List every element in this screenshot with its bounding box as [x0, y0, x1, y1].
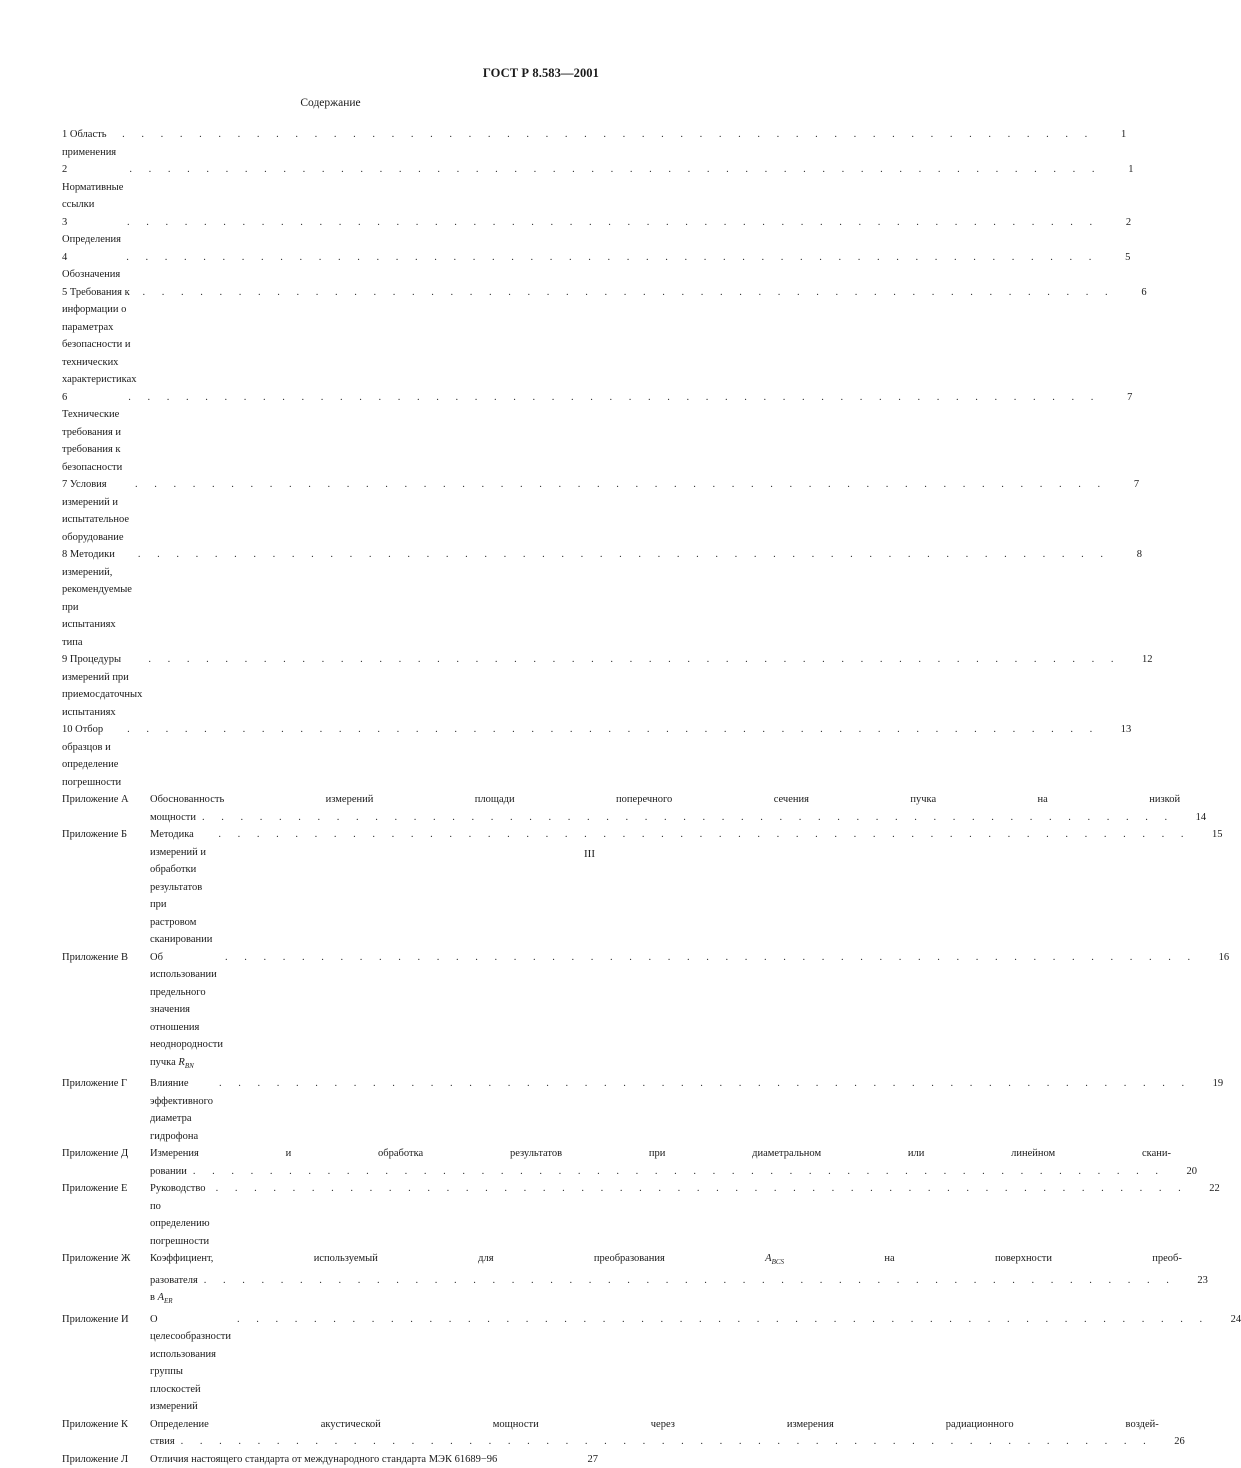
appendix-title: Влияние эффективного диаметра гидрофона [150, 1078, 213, 1142]
appendix-entry[interactable] [62, 791, 1207, 826]
leader-dots: . . . . . . . . . . . . . . . . . . . . . . . . . . . . . . . . . . . . . . . . . . . . . . . . . . . [129, 164, 1102, 175]
toc-entry-text: 7 Условия измерений и испытательное оборудование [62, 479, 129, 543]
appendix-label: Приложение Д [62, 1148, 129, 1160]
leader-dots: . . . . . . . . . . . . . . . . . . . . . . . . . . . . . . . . . . . . . . . . . . . . . . . . . . . [203, 1274, 1176, 1286]
symbol-a: A [765, 1253, 772, 1265]
toc-entry-text: 6 Технические требования и требования к безопасности [62, 391, 123, 473]
toc-page-number: 26 [1174, 1436, 1185, 1448]
symbol-subscript: ER [164, 1297, 173, 1306]
toc-entry-text: 4 Обозначения [62, 251, 121, 280]
toc-entry[interactable] [62, 389, 1133, 477]
toc-entry-text: 5 Требования к информации о параметрах безопасности и технических характеристиках [62, 286, 137, 385]
symbol-subscript: BN [184, 1061, 194, 1070]
appendix-label: Приложение Г [62, 1078, 128, 1090]
leader-dots: . . . . . . . . . . . . . . . . . . . . . . . . . . . . . . . . . . . . . . . . . . . . . . . . . . . [237, 1313, 1210, 1325]
toc-entry[interactable] [62, 546, 1143, 651]
leader-dots: . . . . . . . . . . . . . . . . . . . . . . . . . . . . . . . . . . . . . . . . . . . . . . . . . . . [127, 724, 1100, 735]
table-of-contents [62, 126, 1241, 1468]
toc-page-number: 1 [1128, 164, 1134, 175]
appendix-title: О целесообразности использования группы плоскостей измерений [150, 1313, 232, 1413]
appendix-entry[interactable] [62, 1311, 1241, 1416]
appendix-label: Приложение Б [62, 829, 128, 840]
toc-page-number: 16 [1218, 951, 1230, 963]
appendix-label: Приложение И [62, 1313, 129, 1325]
toc-page-number: 19 [1212, 1078, 1224, 1090]
leader-dots: . . . . . . . . . . . . . . . . . . . . . . . . . . . . . . . . . . . . . . . . . . . . . . . . . . . [142, 286, 1115, 298]
toc-page-number: 14 [1195, 811, 1207, 823]
toc-entry-text: 10 Отбор образцов и определение погрешности [62, 724, 122, 788]
appendix-entry[interactable] [62, 826, 1223, 949]
appendix-title: Определение акустической мощности через измерения радиационного воздей- [150, 1418, 1159, 1430]
appendix-label: Приложение Е [62, 1183, 128, 1195]
appendix-title: Отличия настоящего стандарта от международного стандарта МЭК 61689−96 [150, 1453, 498, 1465]
appendix-entry[interactable] [62, 1250, 1208, 1311]
toc-entry[interactable] [62, 721, 1132, 791]
appendix-title-cont: разователя в $A_{ER}$ [150, 1274, 198, 1306]
symbol-subscript: BCS [771, 1258, 785, 1267]
appendix-title: Обоснованность измерений площади поперечного сечения пучка на низкой [150, 794, 1181, 805]
leader-dots: . . . . . . . . . . . . . . . . . . . . . . . . . . . . . . . . . . . . . . . . . . . . . . . . . . . [192, 1165, 1165, 1177]
appendix-label: Приложение Ж [62, 1253, 131, 1265]
toc-page-number: 2 [1125, 216, 1132, 228]
toc-entry[interactable] [62, 476, 1140, 546]
toc-page-number: 15 [1211, 829, 1223, 840]
toc-page-number: 8 [1136, 549, 1143, 560]
symbol-r: R [178, 1056, 185, 1068]
appendix-entry[interactable] [62, 949, 1230, 1076]
toc-entry[interactable] [62, 161, 1134, 214]
appendix-entry[interactable] [62, 1416, 1185, 1451]
leader-dots: . . . . . . . . . . . . . . . . . . . . . . . . . . . . . . . . . . . . . . . . . . . . . . . . . . . [126, 251, 1099, 263]
appendix-entry[interactable] [62, 1451, 598, 1468]
leader-dots: . . . . . . . . . . . . . . . . . . . . . . . . . . . . . . . . . . . . . . . . . . . . . . . . . . . [137, 549, 1111, 560]
symbol-a: A [157, 1292, 165, 1304]
toc-entry[interactable] [62, 249, 1131, 284]
appendix-title-cont: мощности [150, 811, 196, 823]
toc-page-number: 7 [1127, 391, 1133, 403]
toc-entry[interactable] [62, 284, 1147, 389]
leader-dots: . . . . . . . . . . . . . . . . . . . . . . . . . . . . . . . . . . . . . . . . . . . . . . . . . . . [218, 1078, 1192, 1090]
document-code: ГОСТ Р 8.583—2001 [482, 66, 599, 80]
leader-dots: . . . . . . . . . . . . . . . . . . . . . . . . . . . . . . . . . . . . . . . . . . . . . . . . . . . [215, 1183, 1188, 1195]
appendix-label: Приложение А [62, 794, 129, 805]
appendix-title: Коэффициент, используемый для преобразования $A_{BCS}$ на поверхности преоб- [150, 1253, 1182, 1267]
toc-page-number: 1 [1121, 129, 1127, 140]
toc-entry-text: 9 Процедуры измерений при приемосдаточных испытаниях [62, 654, 143, 718]
appendix-entry[interactable] [62, 1145, 1197, 1180]
toc-entry[interactable] [62, 214, 1132, 249]
leader-dots: . . . . . . . . . . . . . . . . . . . . . . . . . . . . . . . . . . . . . . . . . . . . . . . . . . . [218, 829, 1191, 840]
toc-entry-text: 2 Нормативные ссылки [62, 164, 124, 210]
leader-dots: . . . . . . . . . . . . . . . . . . . . . . . . . . . . . . . . . . . . . . . . . . . . . . . . . . . [122, 129, 1095, 140]
leader-dots: . . . . . . . . . . . . . . . . . . . . . . . . . . . . . . . . . . . . . . . . . . . . . . . . . . . [126, 216, 1100, 228]
appendix-label: Приложение Л [62, 1453, 129, 1465]
toc-page-number: 6 [1141, 286, 1147, 298]
toc-page-number: 23 [1197, 1274, 1208, 1286]
toc-page-number: 5 [1125, 251, 1131, 263]
appendix-entry[interactable] [62, 1075, 1224, 1145]
toc-page-number: 24 [1230, 1313, 1241, 1325]
appendix-title-cont: ствия [150, 1436, 175, 1448]
leader-dots: . . . . . . . . . . . . . . . . . . . . . . . . . . . . . . . . . . . . . . . . . . . . . . . . . . . [201, 811, 1175, 823]
toc-page-number: 22 [1209, 1183, 1220, 1195]
appendix-label: Приложение К [62, 1418, 128, 1430]
toc-page-number: 27 [587, 1453, 598, 1465]
page-title: Содержание [300, 97, 361, 109]
appendix-title: Измерения и обработка результатов при диаметральном или линейном скани- [150, 1148, 1171, 1160]
leader-dots: . . . . . . . . . . . . . . . . . . . . . . . . . . . . . . . . . . . . . . . . . . . . . . . . . . . [148, 654, 1121, 665]
toc-entry-text: 1 Область применения [62, 129, 117, 158]
appendix-title: Методика измерений и обработки результатов при растровом сканировании [150, 829, 213, 945]
appendix-title-cont: ровании [150, 1165, 187, 1177]
appendix-title: Об использовании предельного значения отношения неоднородности пучка $R_{BN}$ [150, 951, 223, 1070]
leader-dots: . . . . . . . . . . . . . . . . . . . . . . . . . . . . . . . . . . . . . . . . . . . . . . . . . . . [180, 1436, 1153, 1448]
leader-dots: . . . . . . . . . . . . . . . . . . . . . . . . . . . . . . . . . . . . . . . . . . . . . . . . . . . [128, 391, 1101, 403]
toc-entry[interactable] [62, 126, 1127, 161]
appendix-entry[interactable] [62, 1180, 1220, 1250]
appendix-label: Приложение В [62, 951, 128, 963]
appendix-title: Руководство по определению погрешности [150, 1183, 210, 1247]
leader-dots: . . . . . . . . . . . . . . . . . . . . . . . . . . . . . . . . . . . . . . . . . . . . . . . . . . . [224, 951, 1198, 963]
toc-page-number: 20 [1186, 1165, 1197, 1177]
toc-entry[interactable] [62, 651, 1153, 721]
toc-page-number: 12 [1141, 654, 1153, 665]
page-number: III [584, 848, 595, 860]
toc-entry-text: 8 Методики измерений, рекомендуемые при испытаниях типа [62, 549, 132, 648]
toc-page-number: 13 [1120, 724, 1132, 735]
toc-page-number: 7 [1133, 479, 1140, 490]
leader-dots: . . . . . . . . . . . . . . . . . . . . . . . . . . . . . . . . . . . . . . . . . . . . . . . . . . . [135, 479, 1108, 490]
toc-entry-text: 3 Определения [62, 216, 121, 245]
